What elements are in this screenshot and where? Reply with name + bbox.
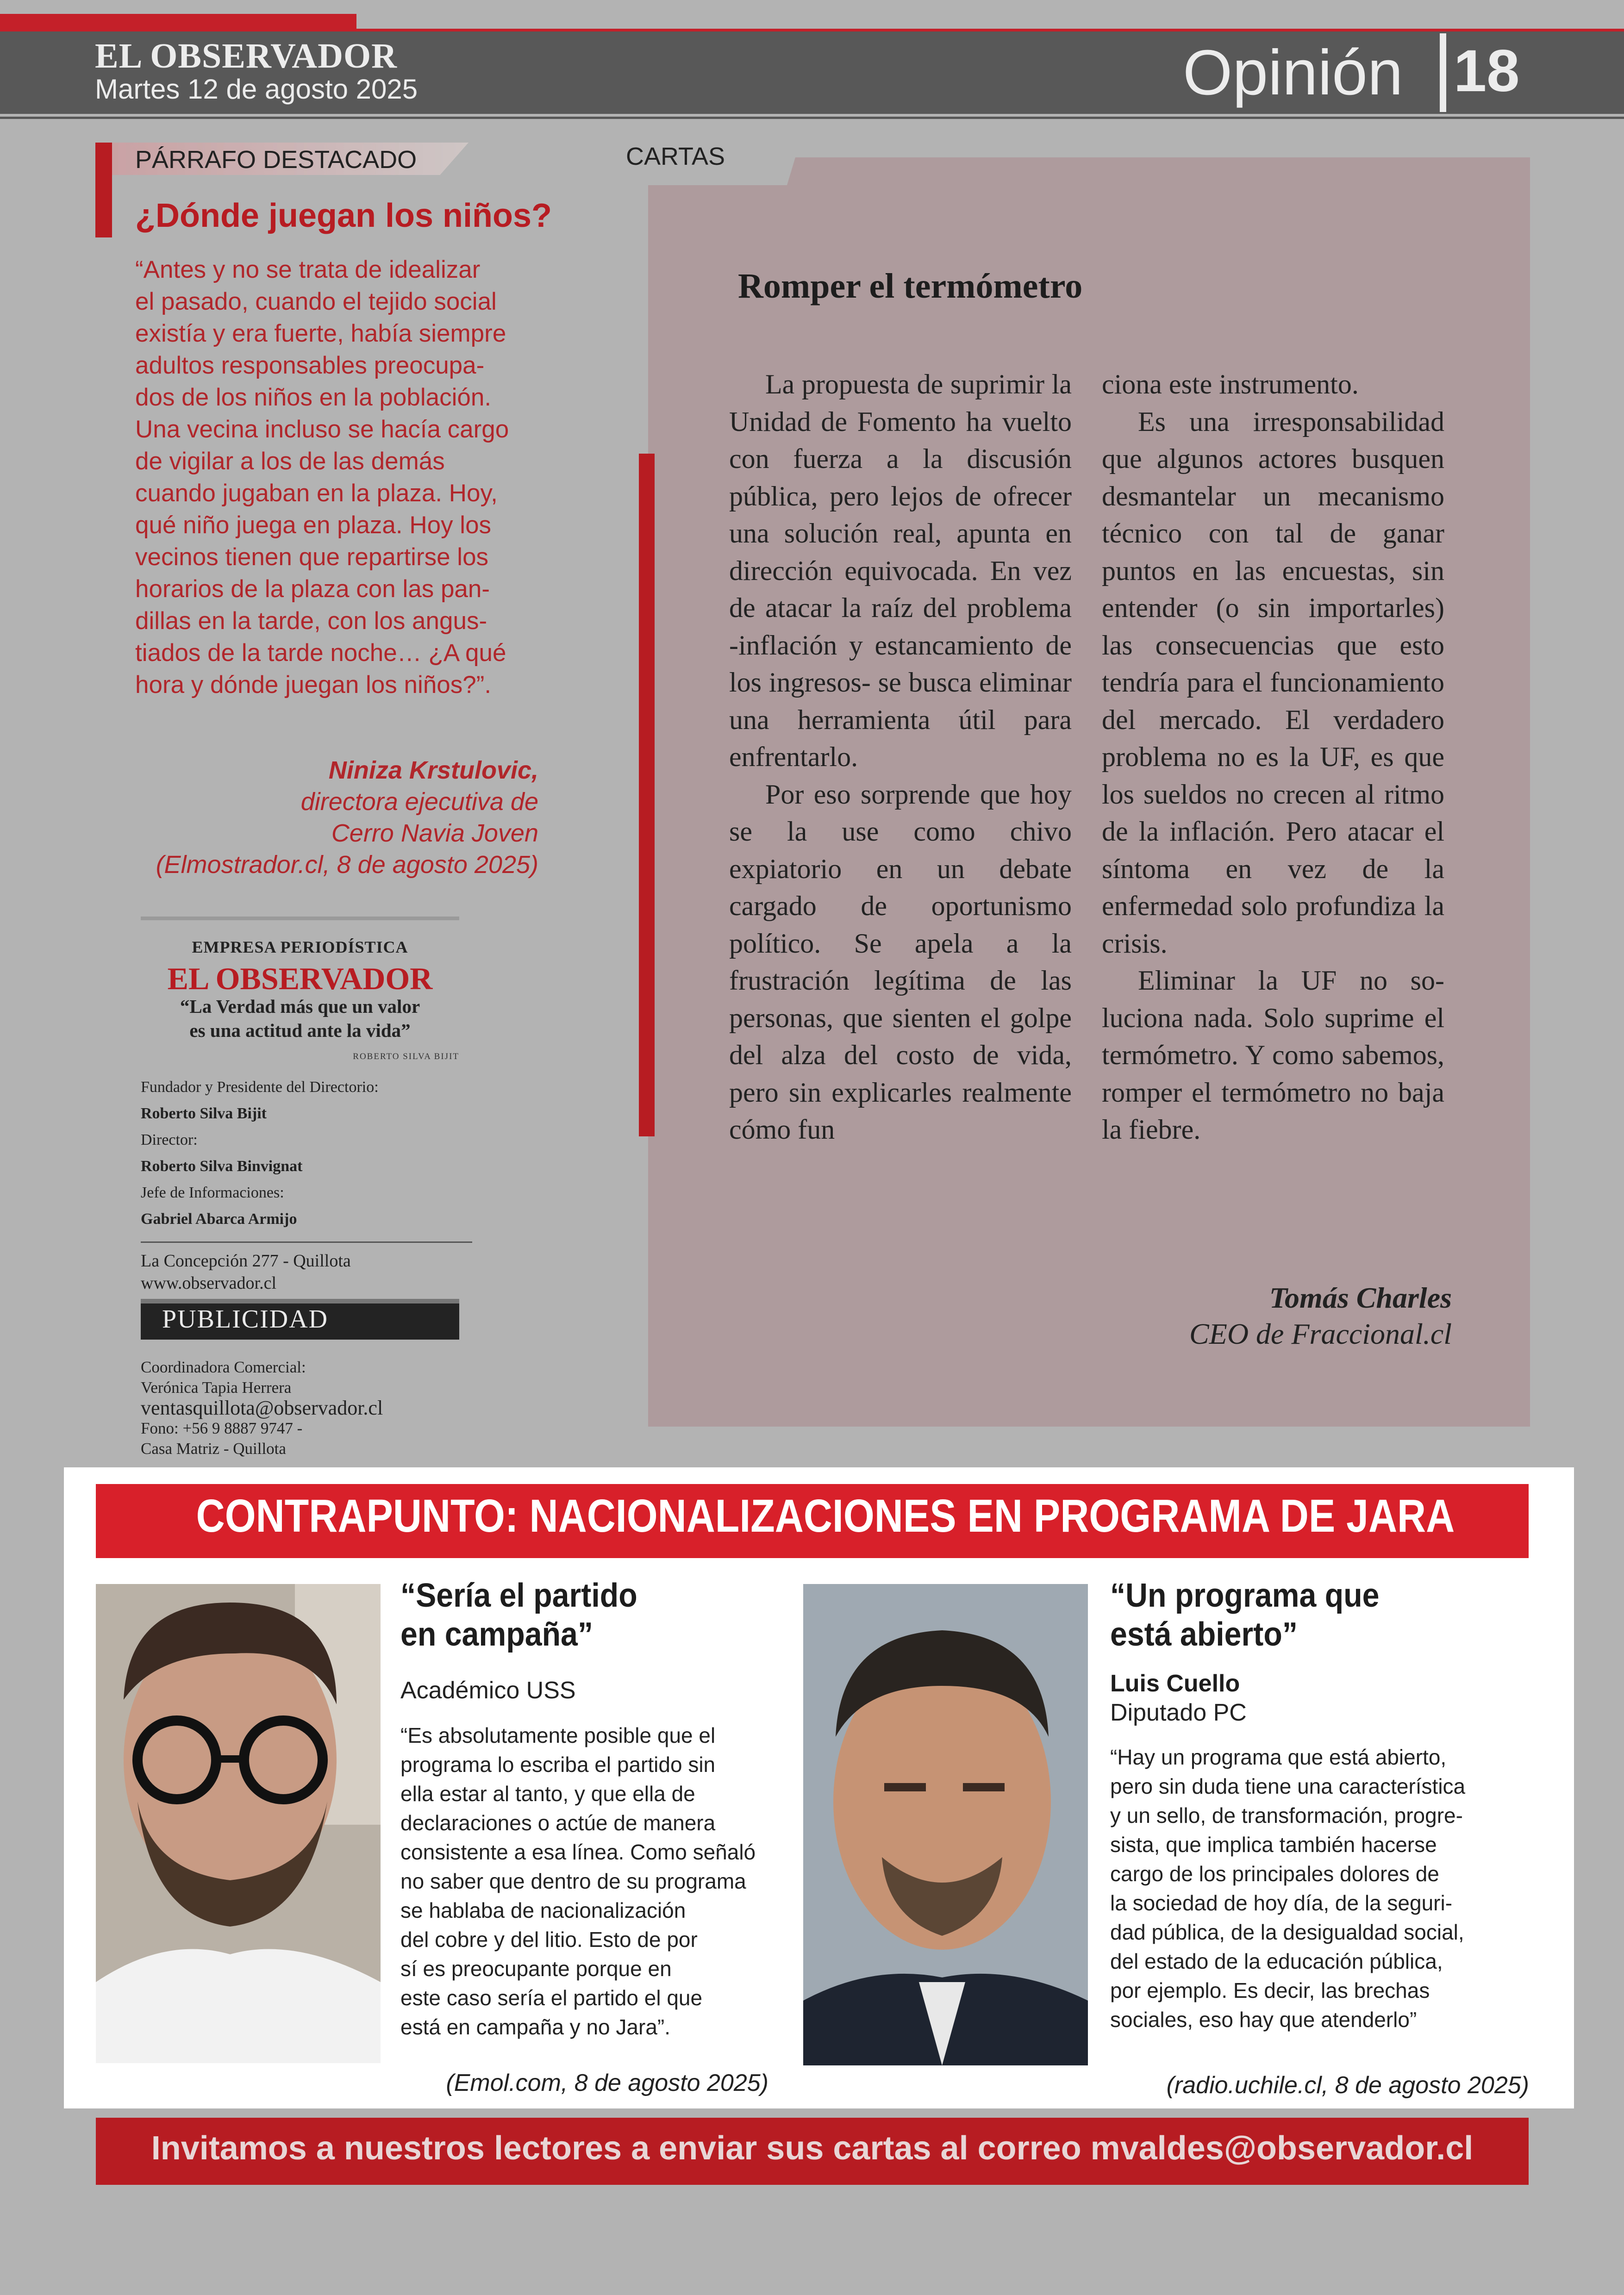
quote-line: se hablaba de nacionalización — [400, 1898, 686, 1922]
left-source: (Emol.com, 8 de agosto 2025) — [446, 2070, 768, 2096]
masthead-divider — [141, 1241, 472, 1243]
letter-paragraph: Es una irresponsabilidad que algunos actores busquen desmantelar un mecanismo técnico con tal de ganar puntos en las encuestas, sin entender (o sin importarles) las consecuencias que esto tendría para el funcionamiento del mercado. El verdadero problema no es la UF, es que los sueldos no crecen al ritmo de la inflación. Pero atacar el síntoma en vez de la enfermedad solo profundiza la crisis. — [1102, 406, 1444, 959]
masthead-staff — [141, 1074, 474, 1232]
quote-line: no saber que dentro de su programa — [400, 1869, 746, 1893]
quote-line: dos de los niños en la población. — [135, 384, 492, 411]
masthead-address — [141, 1250, 351, 1294]
quote-line: de vigilar a los de las demás — [135, 448, 445, 475]
right-role: Diputado PC — [1110, 1699, 1247, 1726]
left-quote — [400, 1721, 771, 2042]
quote-line: cuando jugaban en la plaza. Hoy, — [135, 480, 498, 507]
highlight-attribution — [156, 755, 538, 880]
quote-line: cargo de los principales dolores de — [1110, 1862, 1439, 1886]
man-glasses-portrait-icon — [96, 1584, 381, 2063]
highlight-author-name: Niniza Krstulovic, — [328, 756, 538, 784]
letter-column-2 — [1102, 366, 1444, 1148]
quote-line: hora y dónde juegan los niños?”. — [135, 671, 492, 698]
masthead-company: EMPRESA PERIODÍSTICA — [192, 938, 408, 956]
quote-line: Una vecina incluso se hacía cargo — [135, 416, 509, 443]
highlight-title: ¿Dónde juegan los niños? — [135, 197, 552, 234]
ad-person: Verónica Tapia Herrera — [141, 1378, 292, 1397]
masthead-motto — [141, 994, 459, 1042]
header-underline — [0, 117, 1624, 119]
right-headline-line: “Un programa que — [1110, 1577, 1380, 1614]
quote-line: declaraciones o actúe de manera — [400, 1811, 716, 1835]
left-role: Académico USS — [400, 1677, 576, 1704]
quote-line: del cobre y del litio. Esto de por — [400, 1927, 698, 1952]
ad-email-link[interactable]: ventasquillota@observador.cl — [141, 1397, 383, 1419]
masthead-top-rule — [141, 917, 459, 920]
quote-line: del estado de la educación pública, — [1110, 1949, 1443, 1973]
quote-line: tiados de la tarde noche… ¿A qué — [135, 639, 506, 667]
contrapunto-title: CONTRAPUNTO: NACIONALIZACIONES EN PROGRAMA DE JARA — [196, 1490, 1455, 1542]
quote-line: ella estar al tanto, y que ella de — [400, 1782, 695, 1806]
ad-role: Coordinadora Comercial: — [141, 1358, 306, 1376]
quote-line: “Hay un programa que está abierto, — [1110, 1745, 1447, 1769]
highlight-author-role: directora ejecutiva de — [300, 788, 538, 816]
quote-line: sí es preocupante porque en — [400, 1957, 672, 1981]
motto-author: ROBERTO SILVA BIJIT — [353, 1052, 459, 1061]
staff-role: Fundador y Presidente del Directorio: — [141, 1079, 379, 1096]
quote-line: el pasado, cuando el tejido social — [135, 288, 497, 315]
right-headline-line: está abierto” — [1110, 1616, 1298, 1653]
letter-title: Romper el termómetro — [738, 267, 1083, 306]
letter-author-role: CEO de Fraccional.cl — [1189, 1317, 1452, 1350]
right-headline — [1110, 1576, 1380, 1654]
quote-line: sista, que implica también hacerse — [1110, 1833, 1437, 1857]
right-name: Luis Cuello — [1110, 1670, 1240, 1697]
quote-line: existía y era fuerte, había siempre — [135, 320, 506, 347]
quote-line: vecinos tienen que repartirse los — [135, 543, 489, 571]
letter-paragraph: ciona este instrumento. — [1102, 369, 1359, 399]
left-headline-line: “Sería el partido — [400, 1577, 637, 1614]
quote-line: qué niño juega en plaza. Hoy los — [135, 511, 492, 539]
motto-line: es una actitud ante la vida” — [189, 1020, 411, 1041]
letters-stripe — [639, 454, 655, 1136]
quote-line: pero sin duda tiene una característica — [1110, 1774, 1466, 1798]
address-line: La Concepción 277 - Quillota — [141, 1251, 351, 1271]
quote-line: “Es absolutamente posible que el — [400, 1723, 716, 1747]
quote-line: horarios de la plaza con las pan- — [135, 575, 490, 603]
header-separator — [1440, 33, 1446, 112]
ad-office: Casa Matriz - Quillota — [141, 1440, 286, 1458]
section-name: Opinión — [1183, 37, 1403, 108]
footer-invitation: Invitamos a nuestros lectores a enviar sus cartas al correo mvaldes@observador.cl — [151, 2130, 1474, 2167]
right-source: (radio.uchile.cl, 8 de agosto 2025) — [1166, 2072, 1529, 2099]
highlight-stripe — [95, 143, 112, 237]
quote-line: programa lo escriba el partido sin — [400, 1752, 716, 1777]
advertising-contact — [141, 1357, 465, 1459]
staff-role: Director: — [141, 1131, 198, 1148]
quote-line: adultos responsables preocupa- — [135, 352, 485, 379]
quote-line: la sociedad de hoy día, de la seguri- — [1110, 1891, 1453, 1915]
letters-section-label: CARTAS — [626, 143, 725, 170]
left-headline-line: en campaña” — [400, 1616, 593, 1653]
left-headline — [400, 1576, 637, 1654]
letter-paragraph: La propuesta de suprimir la Unidad de Fomento ha vuelto con fuerza a la discusión pública, pero lejos de ofrecer una solución real, apunta en dirección equivocada. En vez de atacar la raíz del problema -inflación y estancamiento de los ingresos- se busca eliminar una herramienta útil para enfrentarlo. — [729, 369, 1072, 772]
left-person-photo — [96, 1584, 381, 2063]
staff-role: Jefe de Informaciones: — [141, 1184, 284, 1201]
right-quote — [1110, 1743, 1518, 2034]
staff-person: Roberto Silva Bijit — [141, 1105, 267, 1122]
letter-paragraph: Eliminar la UF no soluciona nada. Solo suprime el termómetro. Y como sabemos, romper el termómetro no baja la fiebre. — [1102, 965, 1444, 1145]
staff-person: Roberto Silva Binvignat — [141, 1158, 303, 1175]
letter-author-name: Tomás Charles — [1269, 1281, 1452, 1314]
quote-line: “Antes y no se trata de idealizar — [135, 256, 481, 283]
masthead-name: EL OBSERVADOR — [167, 961, 433, 996]
highlight-source: (Elmostrador.cl, 8 de agosto 2025) — [156, 851, 538, 879]
quote-line: y un sello, de transformación, progre- — [1110, 1803, 1463, 1827]
staff-person: Gabriel Abarca Armijo — [141, 1210, 297, 1228]
page-number: 18 — [1454, 38, 1520, 104]
header-accent-bar — [0, 14, 356, 31]
quote-line: dillas en la tarde, con los angus- — [135, 607, 487, 635]
quote-line: está en campaña y no Jara”. — [400, 2015, 670, 2039]
motto-line: “La Verdad más que un valor — [180, 996, 420, 1017]
issue-date: Martes 12 de agosto 2025 — [95, 74, 418, 105]
quote-line: consistente a esa línea. Como señaló — [400, 1840, 756, 1864]
letter-signature — [1189, 1280, 1452, 1352]
quote-line: este caso sería el partido el que — [400, 1986, 703, 2010]
advertising-label: PUBLICIDAD — [162, 1305, 329, 1334]
letter-paragraph: Por eso sorprende que hoy se la use como chivo expiatorio en un debate cargado de oportunismo político. Se apela a la frustración legítima de las personas, que sienten el golpe del alza del costo de vida, pero sin explicarles realmente cómo fun — [729, 779, 1072, 1145]
ad-phone: Fono: +56 9 8887 9747 - — [141, 1419, 303, 1437]
highlight-quote — [135, 254, 547, 701]
highlight-author-org: Cerro Navia Joven — [331, 819, 538, 847]
highlight-label: PÁRRAFO DESTACADO — [135, 146, 417, 174]
right-person-photo — [803, 1584, 1088, 2065]
website-link[interactable]: www.observador.cl — [141, 1273, 277, 1293]
quote-line: por ejemplo. Es decir, las brechas — [1110, 1978, 1430, 2002]
man-portrait-icon — [803, 1584, 1088, 2065]
quote-line: dad pública, de la desigualdad social, — [1110, 1920, 1464, 1944]
paper-name: EL OBSERVADOR — [95, 37, 398, 75]
quote-line: sociales, eso hay que atenderlo” — [1110, 2008, 1417, 2032]
letter-column-1 — [729, 366, 1072, 1148]
